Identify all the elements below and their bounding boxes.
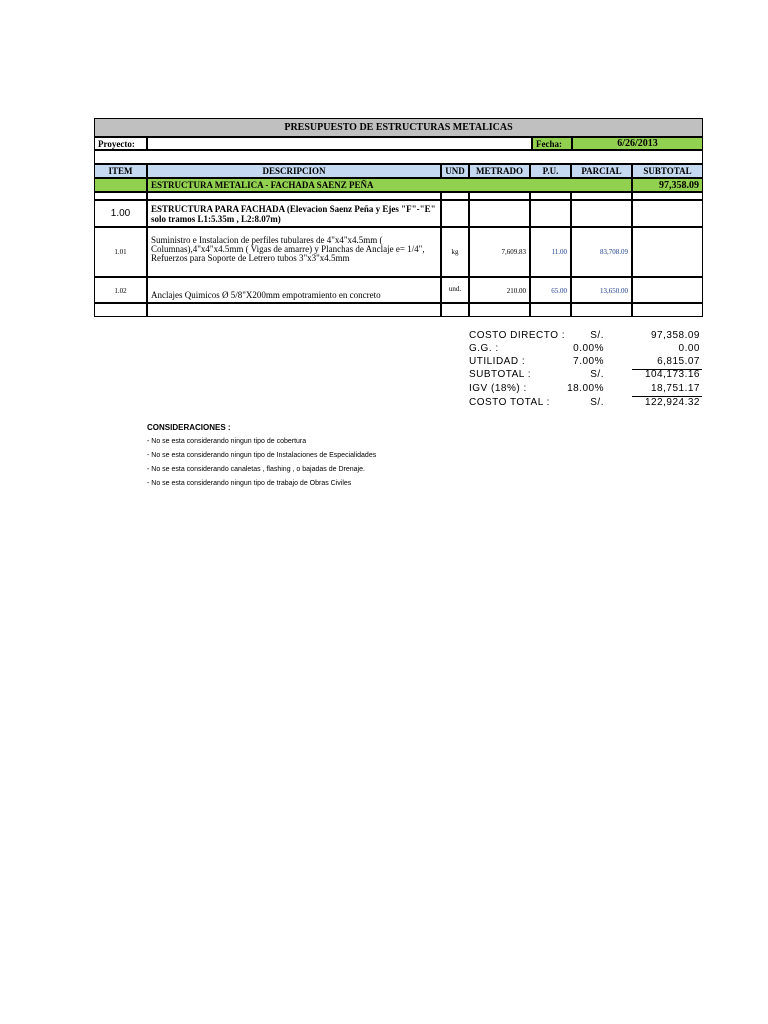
table-row-parcial: 83,708.09 — [571, 227, 632, 277]
group-description: ESTRUCTURA PARA FACHADA (Elevacion Saenz Peña y Ejes "F"-"E" solo tramos L1:5.35m , L2:8.07m) — [147, 200, 441, 227]
summary-label: COSTO TOTAL : — [469, 397, 550, 408]
empty-row-cell — [147, 303, 441, 317]
group-subtotal — [632, 200, 703, 227]
header-metrado: METRADO — [469, 164, 530, 178]
header-parcial: PARCIAL — [571, 164, 632, 178]
table-row-description: Anclajes Quimicos Ø 5/8"X200mm empotramiento en concreto — [147, 277, 441, 303]
summary-value: 122,924.32 — [644, 397, 700, 408]
table-row-item: 1.01 — [94, 227, 147, 277]
group-metrado — [469, 200, 530, 227]
empty-row-cell — [632, 303, 703, 317]
summary-igv — [469, 383, 702, 396]
group-parcial — [571, 200, 632, 227]
summary-utilidad — [469, 356, 702, 369]
spacer-cell — [441, 192, 469, 200]
summary-unit: 18.00% — [567, 383, 604, 394]
summary-subtotal — [469, 369, 702, 382]
header-pu: P.U. — [530, 164, 571, 178]
fecha-label: Fecha: — [532, 137, 572, 150]
group-pu — [530, 200, 571, 227]
considerations-title: CONSIDERACIONES : — [147, 423, 231, 432]
table-row-und: und. — [441, 277, 469, 303]
table-row-metrado: 7,609.83 — [469, 227, 530, 277]
table-row-pu: 11.00 — [530, 227, 571, 277]
spacer-row-2 — [94, 192, 147, 200]
summary-costo-total — [469, 397, 702, 410]
table-row-item: 1.02 — [94, 277, 147, 303]
spacer-cell — [469, 192, 530, 200]
spacer-cell — [632, 192, 703, 200]
summary-costo-directo — [469, 330, 702, 343]
section-subtotal: 97,358.09 — [632, 178, 703, 192]
summary-value: 104,173.16 — [644, 369, 700, 380]
summary-unit: 0.00% — [573, 343, 604, 354]
consideration-item: - No se esta considerando ningun tipo de Instalaciones de Especialidades — [147, 452, 377, 459]
summary-label: SUBTOTAL : — [469, 369, 532, 380]
section-title: ESTRUCTURA METALICA - FACHADA SAENZ PEÑA — [147, 178, 632, 192]
summary-unit: S/. — [590, 330, 604, 341]
spacer-cell — [147, 192, 441, 200]
header-subtotal: SUBTOTAL — [632, 164, 703, 178]
table-row-subtotal — [632, 277, 703, 303]
spacer-cell — [530, 192, 571, 200]
summary-label: IGV (18%) : — [469, 383, 527, 394]
table-row-parcial: 13,650.00 — [571, 277, 632, 303]
section-item-cell — [94, 178, 147, 192]
proyecto-value — [147, 137, 532, 150]
fecha-value: 6/26/2013 — [572, 137, 703, 150]
table-row-description: Suministro e Instalacion de perfiles tubulares de 4"x4"x4.5mm ( Columnas),4"x4"x4.5mm ( Vigas de amarre) y Planchas de Anclaje e= 1/4", Refuerzos para Soporte de Letrero tubos 3"x3"x4.5mm — [147, 227, 441, 277]
summary-unit: S/. — [590, 397, 604, 408]
summary-label: COSTO DIRECTO : — [469, 330, 566, 341]
consideration-item: - No se esta considerando ningun tipo de trabajo de Obras Civiles — [147, 480, 352, 487]
table-row-metrado: 210.00 — [469, 277, 530, 303]
summary-label: G.G. : — [469, 343, 499, 354]
summary-gg — [469, 343, 702, 356]
summary-value: 6,815.07 — [657, 356, 700, 367]
document-title: PRESUPUESTO DE ESTRUCTURAS METALICAS — [94, 118, 703, 137]
group-und — [441, 200, 469, 227]
header-descripcion: DESCRIPCION — [147, 164, 441, 178]
summary-value: 18,751.17 — [651, 383, 700, 394]
summary-unit: S/. — [590, 369, 604, 380]
header-item: ITEM — [94, 164, 147, 178]
consideration-item: - No se esta considerando ningun tipo de cobertura — [147, 438, 307, 445]
empty-row-cell — [530, 303, 571, 317]
summary-unit: 7.00% — [573, 356, 604, 367]
table-row-pu: 65.00 — [530, 277, 571, 303]
group-item: 1.00 — [94, 200, 147, 227]
spacer-row — [94, 150, 703, 164]
empty-row-cell — [441, 303, 469, 317]
table-row-subtotal — [632, 227, 703, 277]
consideration-item: - No se esta considerando canaletas , flashing , o bajadas de Drenaje. — [147, 466, 365, 473]
empty-row-cell — [469, 303, 530, 317]
table-row-und: kg — [441, 227, 469, 277]
proyecto-label: Proyecto: — [94, 137, 147, 150]
summary-value: 0.00 — [678, 343, 700, 354]
summary-label: UTILIDAD : — [469, 356, 526, 367]
spacer-cell — [571, 192, 632, 200]
summary-value: 97,358.09 — [651, 330, 700, 341]
empty-row-cell — [571, 303, 632, 317]
header-und: UND — [441, 164, 469, 178]
empty-row-cell — [94, 303, 147, 317]
